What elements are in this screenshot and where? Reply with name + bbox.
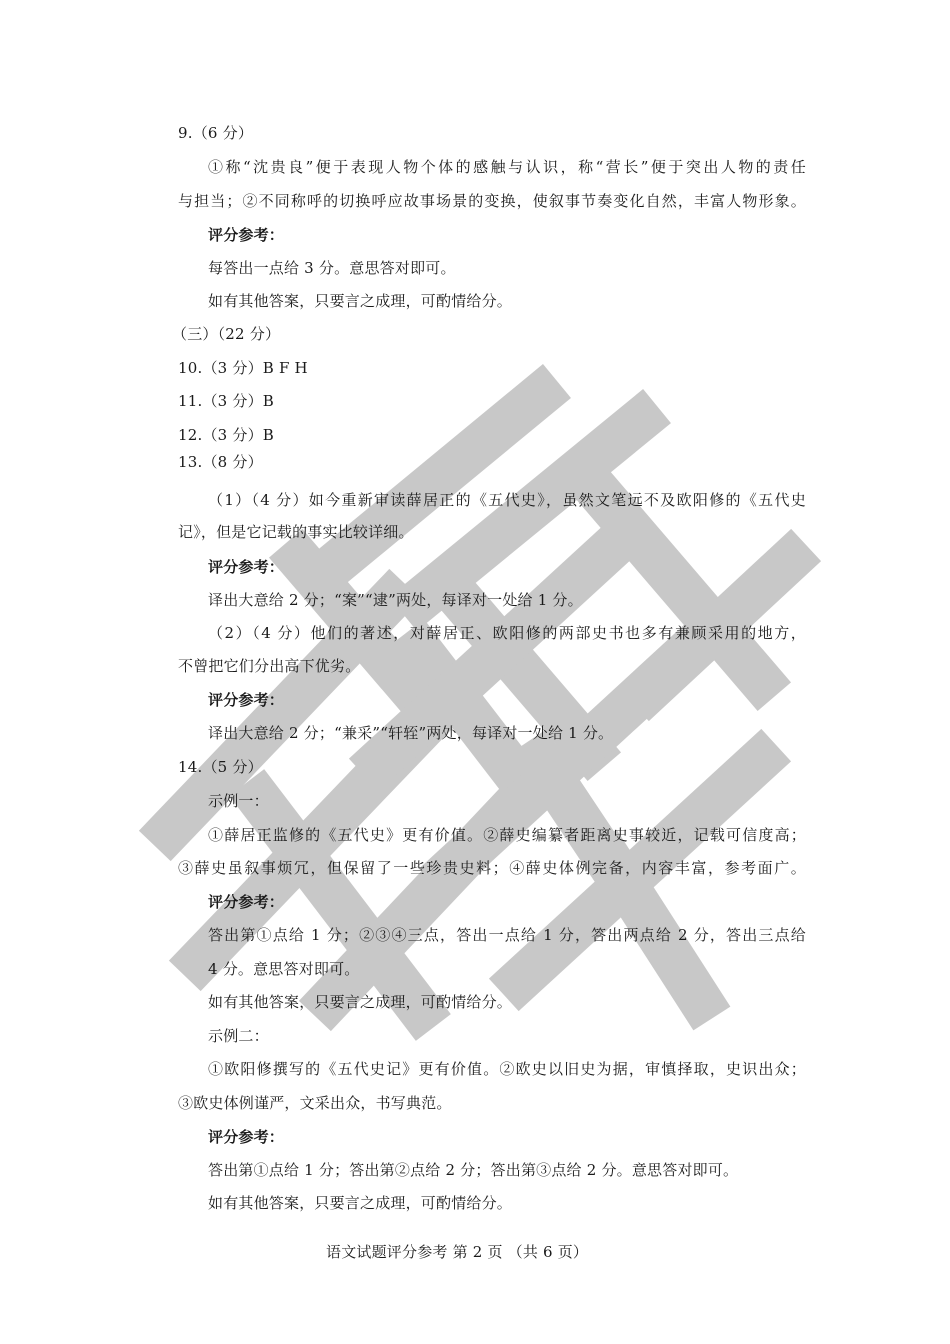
q14-example1-scoring-line-2: 4 分。意思答对即可。 <box>208 960 360 978</box>
q13-part1-scoring-rule: 译出大意给 2 分；“案”“逮”两处，每译对一处给 1 分。 <box>208 591 583 609</box>
q13-part2-line-1: （2）（4 分）他们的著述，对薛居正、欧阳修的两部史书也多有兼顾采用的地方， <box>208 624 806 642</box>
q14-example1-other-answers: 如有其他答案，只要言之成理，可酌情给分。 <box>208 993 513 1011</box>
q13-part1-scoring-heading: 评分参考： <box>208 558 285 576</box>
q11-answer: 11.（3 分）B <box>178 392 274 410</box>
q14-heading: 14.（5 分） <box>178 758 263 776</box>
q14-example1-line-2: ③薛史虽叙事烦冗，但保留了一些珍贵史料；④薛史体例完备，内容丰富，参考面广。 <box>178 859 806 877</box>
q9-scoring-heading: 评分参考： <box>208 226 285 244</box>
q12-answer: 12.（3 分）B <box>178 426 274 444</box>
q14-example1-scoring-heading: 评分参考： <box>208 893 285 911</box>
q14-example2-scoring-rule: 答出第①点给 1 分；答出第②点给 2 分；答出第③点给 2 分。意思答对即可。 <box>208 1161 739 1179</box>
q14-example2-label: 示例二： <box>208 1027 269 1045</box>
q13-part1-line-2: 记》，但是它记载的事实比较详细。 <box>178 523 414 541</box>
q13-part2-scoring-heading: 评分参考： <box>208 691 285 709</box>
q14-example2-line-1: ①欧阳修撰写的《五代史记》更有价值。②欧史以旧史为据，审慎择取，史识出众； <box>208 1060 806 1078</box>
q13-heading: 13.（8 分） <box>178 453 263 471</box>
q14-example2-other-answers: 如有其他答案，只要言之成理，可酌情给分。 <box>208 1194 513 1212</box>
section-three-heading: （三）（22 分） <box>172 325 281 343</box>
q14-example2-line-2: ③欧史体例谨严，文采出众，书写典范。 <box>178 1094 452 1112</box>
q13-part1-line-1: （1）（4 分）如今重新审读薛居正的《五代史》，虽然文笔远不及欧阳修的《五代史 <box>208 491 806 509</box>
q14-example1-label: 示例一： <box>208 792 269 810</box>
q14-example2-scoring-heading: 评分参考： <box>208 1128 285 1146</box>
q9-heading: 9.（6 分） <box>178 124 254 142</box>
q9-other-answers: 如有其他答案，只要言之成理，可酌情给分。 <box>208 292 513 310</box>
page-footer: 语文试题评分参考 第 2 页 （共 6 页） <box>326 1243 589 1261</box>
q9-answer-line-1: ①称“沈贵良”便于表现人物个体的感触与认识，称“营长”便于突出人物的责任 <box>208 158 806 176</box>
q13-part2-scoring-rule: 译出大意给 2 分；“兼采”“轩轾”两处，每译对一处给 1 分。 <box>208 724 614 742</box>
q10-answer: 10.（3 分）B F H <box>178 359 308 377</box>
q9-scoring-rule: 每答出一点给 3 分。意思答对即可。 <box>208 259 456 277</box>
q9-answer-line-2: 与担当；②不同称呼的切换呼应故事场景的变换，使叙事节奏变化自然，丰富人物形象。 <box>178 192 806 210</box>
q14-example1-line-1: ①薛居正监修的《五代史》更有价值。②薛史编纂者距离史事较近，记载可信度高； <box>208 826 806 844</box>
q14-example1-scoring-line-1: 答出第①点给 1 分；②③④三点，答出一点给 1 分，答出两点给 2 分，答出三点给 <box>208 926 806 944</box>
q13-part2-line-2: 不曾把它们分出高下优劣。 <box>178 657 361 675</box>
